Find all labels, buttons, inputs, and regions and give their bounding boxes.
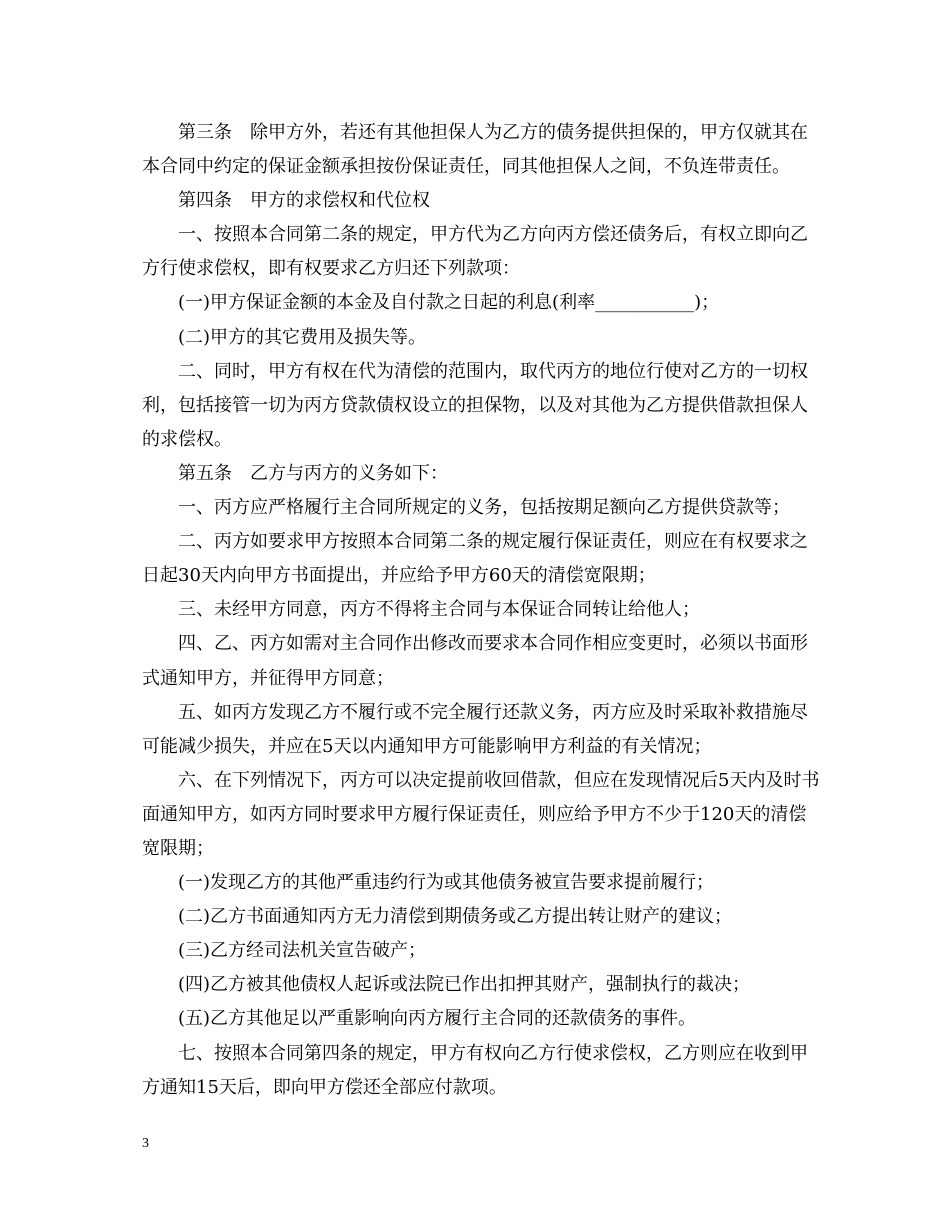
paragraph-article-5-item-5: 五、如丙方发现乙方不履行或不完全履行还款义务，丙方应及时采取补救措施尽可能减少损失，并应在5天以内通知甲方可能影响甲方利益的有关情况；: [142, 701, 808, 757]
paragraph-article-5-sub-4: (四)乙方被其他债权人起诉或法院已作出扣押其财产，强制执行的裁决；: [178, 974, 751, 996]
paragraph-article-5-item-7: 七、按照本合同第四条的规定，甲方有权向乙方行使求偿权，乙方则应在收到甲方通知15天后，即向甲方偿还全部应付款项。: [142, 1042, 808, 1098]
document-body: [142, 116, 822, 1105]
heading-article-4: 第四条 甲方的求偿权和代位权: [178, 190, 430, 212]
paragraph-article-4-sub-2: (二)甲方的其它费用及损失等。: [178, 326, 427, 348]
paragraph-article-4-item-1: 一、按照本合同第二条的规定，甲方代为乙方向丙方偿还债务后，有权立即向乙方行使求偿权，即有权要求乙方归还下列款项：: [142, 224, 808, 280]
paragraph-article-4-item-2: 二、同时，甲方有权在代为清偿的范围内，取代丙方的地位行使对乙方的一切权利，包括接管一切为丙方贷款债权设立的担保物，以及对其他为乙方提供借款担保人的求偿权。: [142, 360, 808, 450]
paragraph-article-5-sub-3: (三)乙方经司法机关宣告破产；: [178, 940, 427, 962]
paragraph-article-5-item-4: 四、乙、丙方如需对主合同作出修改而要求本合同作相应变更时，必须以书面形式通知甲方，并征得甲方同意；: [142, 633, 808, 689]
paragraph-article-4-sub-1: (一)甲方保证金额的本金及自付款之日起的利息(利率___________)；: [178, 292, 720, 314]
paragraph-article-5-sub-1: (一)发现乙方的其他严重违约行为或其他债务被宣告要求提前履行；: [178, 872, 715, 894]
paragraph-article-5-item-2: 二、丙方如要求甲方按照本合同第二条的规定履行保证责任，则应在有权要求之日起30天内向甲方书面提出，并应给予甲方60天的清偿宽限期；: [142, 531, 808, 587]
paragraph-article-5-item-6: 六、在下列情况下，丙方可以决定提前收回借款，但应在发现情况后5天内及时书面通知甲方，如丙方同时要求甲方履行保证责任，则应给予甲方不少于120天的清偿宽限期；: [142, 769, 820, 859]
paragraph-article-5-item-1: 一、丙方应严格履行主合同所规定的义务，包括按期足额向乙方提供贷款等；: [178, 497, 790, 519]
heading-article-5: 第五条 乙方与丙方的义务如下：: [178, 462, 448, 484]
paragraph-article-5-item-3: 三、未经甲方同意，丙方不得将主合同与本保证合同转让给他人；: [178, 599, 700, 621]
paragraph-article-5-sub-5: (五)乙方其他足以严重影响向丙方履行主合同的还款债务的事件。: [178, 1008, 697, 1030]
paragraph-article-5-sub-2: (二)乙方书面通知丙方无力清偿到期债务或乙方提出转让财产的建议；: [178, 906, 733, 928]
paragraph-article-3: 第三条 除甲方外，若还有其他担保人为乙方的债务提供担保的，甲方仅就其在本合同中约定的保证金额承担按份保证责任，同其他担保人之间，不负连带责任。: [142, 122, 808, 178]
page-number: 3: [142, 1136, 149, 1151]
